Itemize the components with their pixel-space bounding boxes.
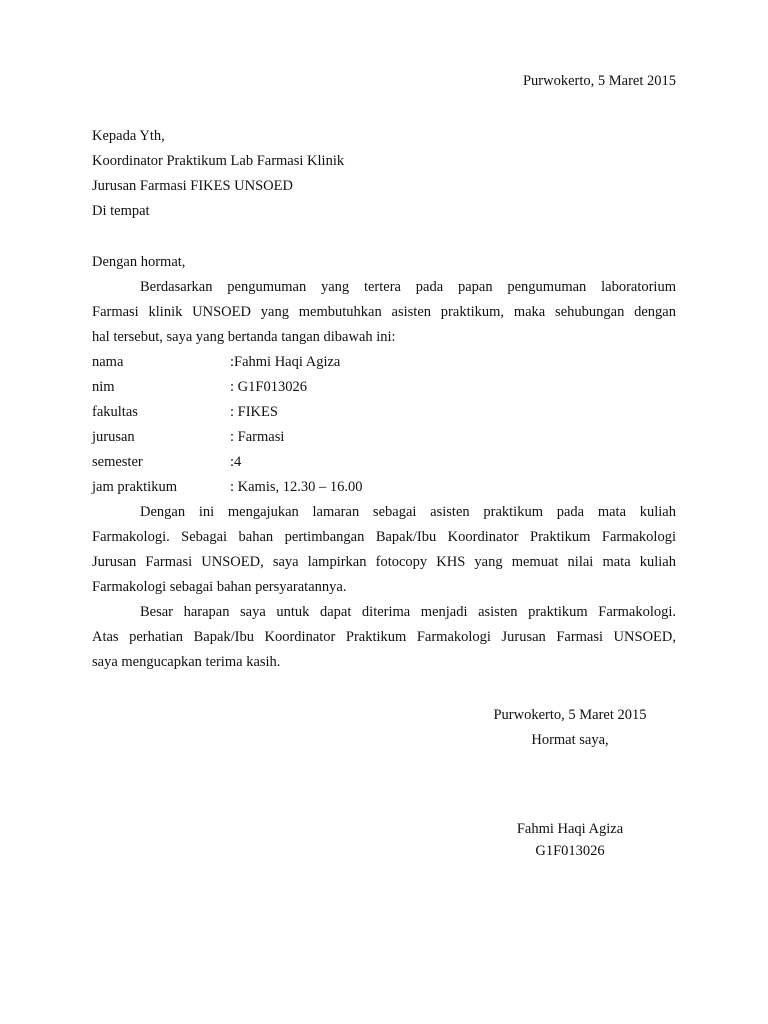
recipient-line: Kepada Yth, [92,128,165,144]
letter-body [92,250,676,675]
closing-date: Purwokerto, 5 Maret 2015 [493,707,647,723]
paragraph-line: hal tersebut, saya yang bertanda tangan dibawah ini: [92,329,396,345]
identity-value: : Kamis, 12.30 – 16.00 [230,479,363,495]
identity-label: jurusan [92,429,135,445]
identity-value: :Fahmi Haqi Agiza [230,354,341,370]
paragraph-line: Farmakologi sebagai bahan persyaratannya. [92,579,347,595]
closing-block [470,703,670,753]
identity-table [92,350,676,500]
identity-row [92,475,676,500]
identity-row [92,450,676,475]
paragraph-line: Farmasi klinik UNSOED yang membutuhkan asisten praktikum, maka sehubungan dengan [92,304,676,320]
identity-label: jam praktikum [92,479,177,495]
signature-block [470,818,670,862]
identity-row [92,425,676,450]
closing-regards: Hormat saya, [531,732,609,748]
paragraph-line: Berdasarkan pengumuman yang tertera pada papan pengumuman laboratorium [140,279,676,295]
paragraph-line: Besar harapan saya untuk dapat diterima menjadi asisten praktikum Farmakologi. [140,604,676,620]
signer-nim: G1F013026 [535,843,605,859]
signer-name: Fahmi Haqi Agiza [516,821,624,837]
identity-label: semester [92,454,143,470]
paragraph-line: Jurusan Farmasi UNSOED, saya lampirkan fotocopy KHS yang memuat nilai mata kuliah [92,554,676,570]
paragraph-line: saya mengucapkan terima kasih. [92,654,281,670]
paragraph-line: Atas perhatian Bapak/Ibu Koordinator Praktikum Farmakologi Jurusan Farmasi UNSOED, [92,629,676,645]
identity-value: : FIKES [230,404,278,420]
identity-value: : Farmasi [230,429,285,445]
identity-row [92,375,676,400]
paragraph-line: Farmakologi. Sebagai bahan pertimbangan Bapak/Ibu Koordinator Praktikum Farmakologi [92,529,676,545]
recipient-line: Jurusan Farmasi FIKES UNSOED [92,178,293,194]
identity-label: nama [92,354,124,370]
identity-value: :4 [230,454,242,470]
identity-row [92,400,676,425]
identity-label: fakultas [92,404,138,420]
identity-value: : G1F013026 [230,379,307,395]
recipient-line: Koordinator Praktikum Lab Farmasi Klinik [92,153,345,169]
salutation: Dengan hormat, [92,254,186,270]
recipient-block [92,124,344,224]
header-date: Purwokerto, 5 Maret 2015 [522,73,676,89]
paragraph-line: Dengan ini mengajukan lamaran sebagai asisten praktikum pada mata kuliah [140,504,676,520]
identity-label: nim [92,379,115,395]
identity-row [92,350,676,375]
recipient-line: Di tempat [92,203,150,219]
